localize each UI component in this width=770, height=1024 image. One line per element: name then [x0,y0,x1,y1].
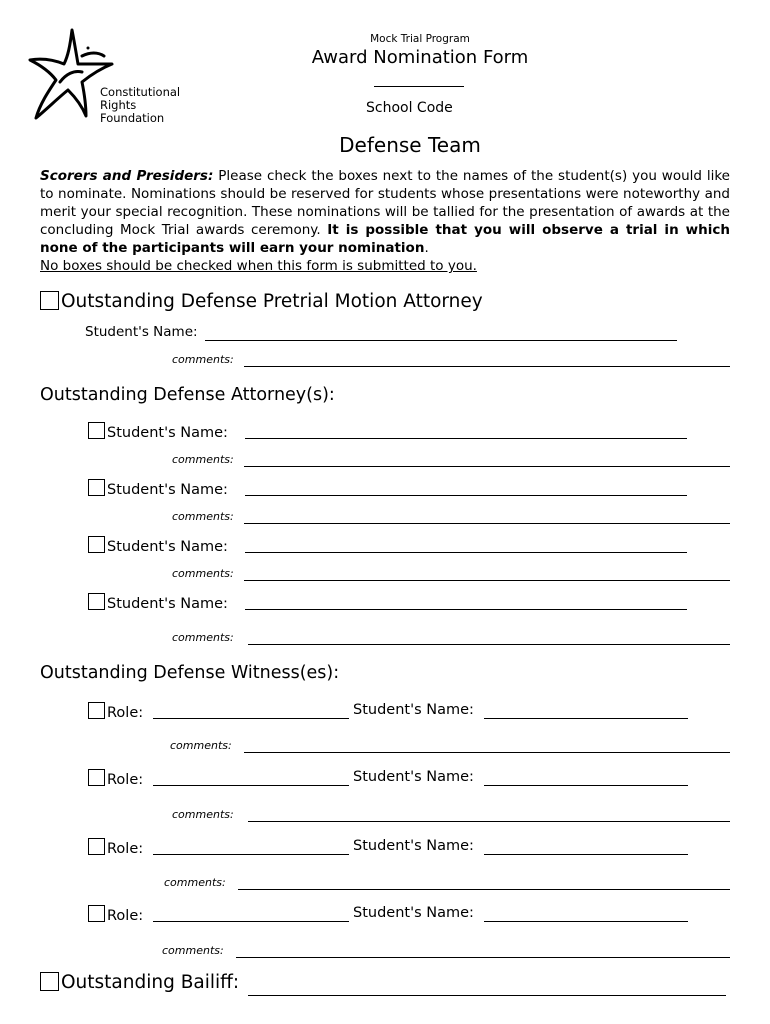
attorney-2-row: Student's Name: [88,479,228,498]
attorney-3-row: Student's Name: [88,536,228,555]
witness-1-student-field[interactable] [484,718,688,719]
attorney-4-row: Student's Name: [88,593,228,612]
witness-1-row: Role: [88,702,143,721]
witness-3-row: Role: [88,838,143,857]
instructions: Scorers and Presiders: Please check the boxes next to the names of the student(s) you would like to nominate. Nominations should be reserved for students whose presentations were noteworthy and merit your special recognition. These nominations will be tallied for the presentation of awards at the concluding Mock Trial awards ceremony. It is possible that you will observe a trial in which none of the participants will earn your nomination. No boxes should be checked when this form is submitted to you. [40,168,730,274]
school-code-field[interactable] [374,86,464,87]
attorney-1-comments-field[interactable] [244,466,730,467]
witness-4-student-label: Student's Name: [353,905,474,921]
witness-2-student-field[interactable] [484,785,688,786]
witness-1-comments-field[interactable] [244,752,730,753]
attorney-3-checkbox[interactable] [88,536,105,553]
witness-3-student-field[interactable] [484,854,688,855]
attorney-4-comments-label: comments: [172,631,234,644]
school-code-label: School Code [366,100,453,116]
witness-3-comments-label: comments: [164,876,226,889]
pretrial-comments-label: comments: [172,353,234,366]
witness-1-student-label: Student's Name: [353,702,474,718]
bailiff-heading: Outstanding Bailiff: [40,972,239,993]
witness-3-checkbox[interactable] [88,838,105,855]
pretrial-student-field[interactable] [205,340,677,341]
attorney-4-checkbox[interactable] [88,593,105,610]
instructions-lead: Scorers and Presiders: [40,168,214,184]
attorney-2-student-field[interactable] [245,495,687,496]
pretrial-student-label: Student's Name: [85,324,198,340]
attorney-2-comments-field[interactable] [244,523,730,524]
attorney-3-comments-field[interactable] [244,580,730,581]
witness-3-comments-field[interactable] [238,889,730,890]
attorney-1-row: Student's Name: [88,422,228,441]
witness-2-comments-field[interactable] [248,821,730,822]
attorneys-heading: Outstanding Defense Attorney(s): [40,385,335,405]
witness-4-checkbox[interactable] [88,905,105,922]
pretrial-comments-field[interactable] [244,366,730,367]
attorney-2-comments-label: comments: [172,510,234,523]
pretrial-heading: Outstanding Defense Pretrial Motion Attorney [40,291,483,312]
witness-2-checkbox[interactable] [88,769,105,786]
attorney-1-checkbox[interactable] [88,422,105,439]
bailiff-field[interactable] [248,995,726,996]
witness-1-role-field[interactable] [153,718,349,719]
witness-2-student-label: Student's Name: [353,769,474,785]
witness-2-role-field[interactable] [153,785,349,786]
attorney-1-comments-label: comments: [172,453,234,466]
attorney-3-comments-label: comments: [172,567,234,580]
attorney-3-student-field[interactable] [245,552,687,553]
witness-4-comments-field[interactable] [236,957,730,958]
witness-4-role-field[interactable] [153,921,349,922]
witness-2-row: Role: [88,769,143,788]
bailiff-checkbox[interactable] [40,972,59,991]
witness-4-row: Role: [88,905,143,924]
attorney-1-student-field[interactable] [245,438,687,439]
witness-1-comments-label: comments: [170,739,232,752]
witness-3-student-label: Student's Name: [353,838,474,854]
witness-1-checkbox[interactable] [88,702,105,719]
attorney-2-checkbox[interactable] [88,479,105,496]
team-heading: Defense Team [339,133,481,157]
attorney-4-comments-field[interactable] [248,644,730,645]
witnesses-heading: Outstanding Defense Witness(es): [40,663,340,683]
instructions-bold: It is possible that you will observe a trial in which none of the participants will earn your nomination [40,222,730,256]
org-name: Constitutional Rights Foundation [100,85,181,125]
witness-4-student-field[interactable] [484,921,688,922]
witness-2-comments-label: comments: [172,808,234,821]
instructions-underlined: No boxes should be checked when this form is submitted to you. [40,258,477,274]
program-name: Mock Trial Program [370,33,470,45]
form-title: Award Nomination Form [311,47,529,68]
witness-3-role-field[interactable] [153,854,349,855]
witness-4-comments-label: comments: [162,944,224,957]
attorney-4-student-field[interactable] [245,609,687,610]
pretrial-checkbox[interactable] [40,291,59,310]
